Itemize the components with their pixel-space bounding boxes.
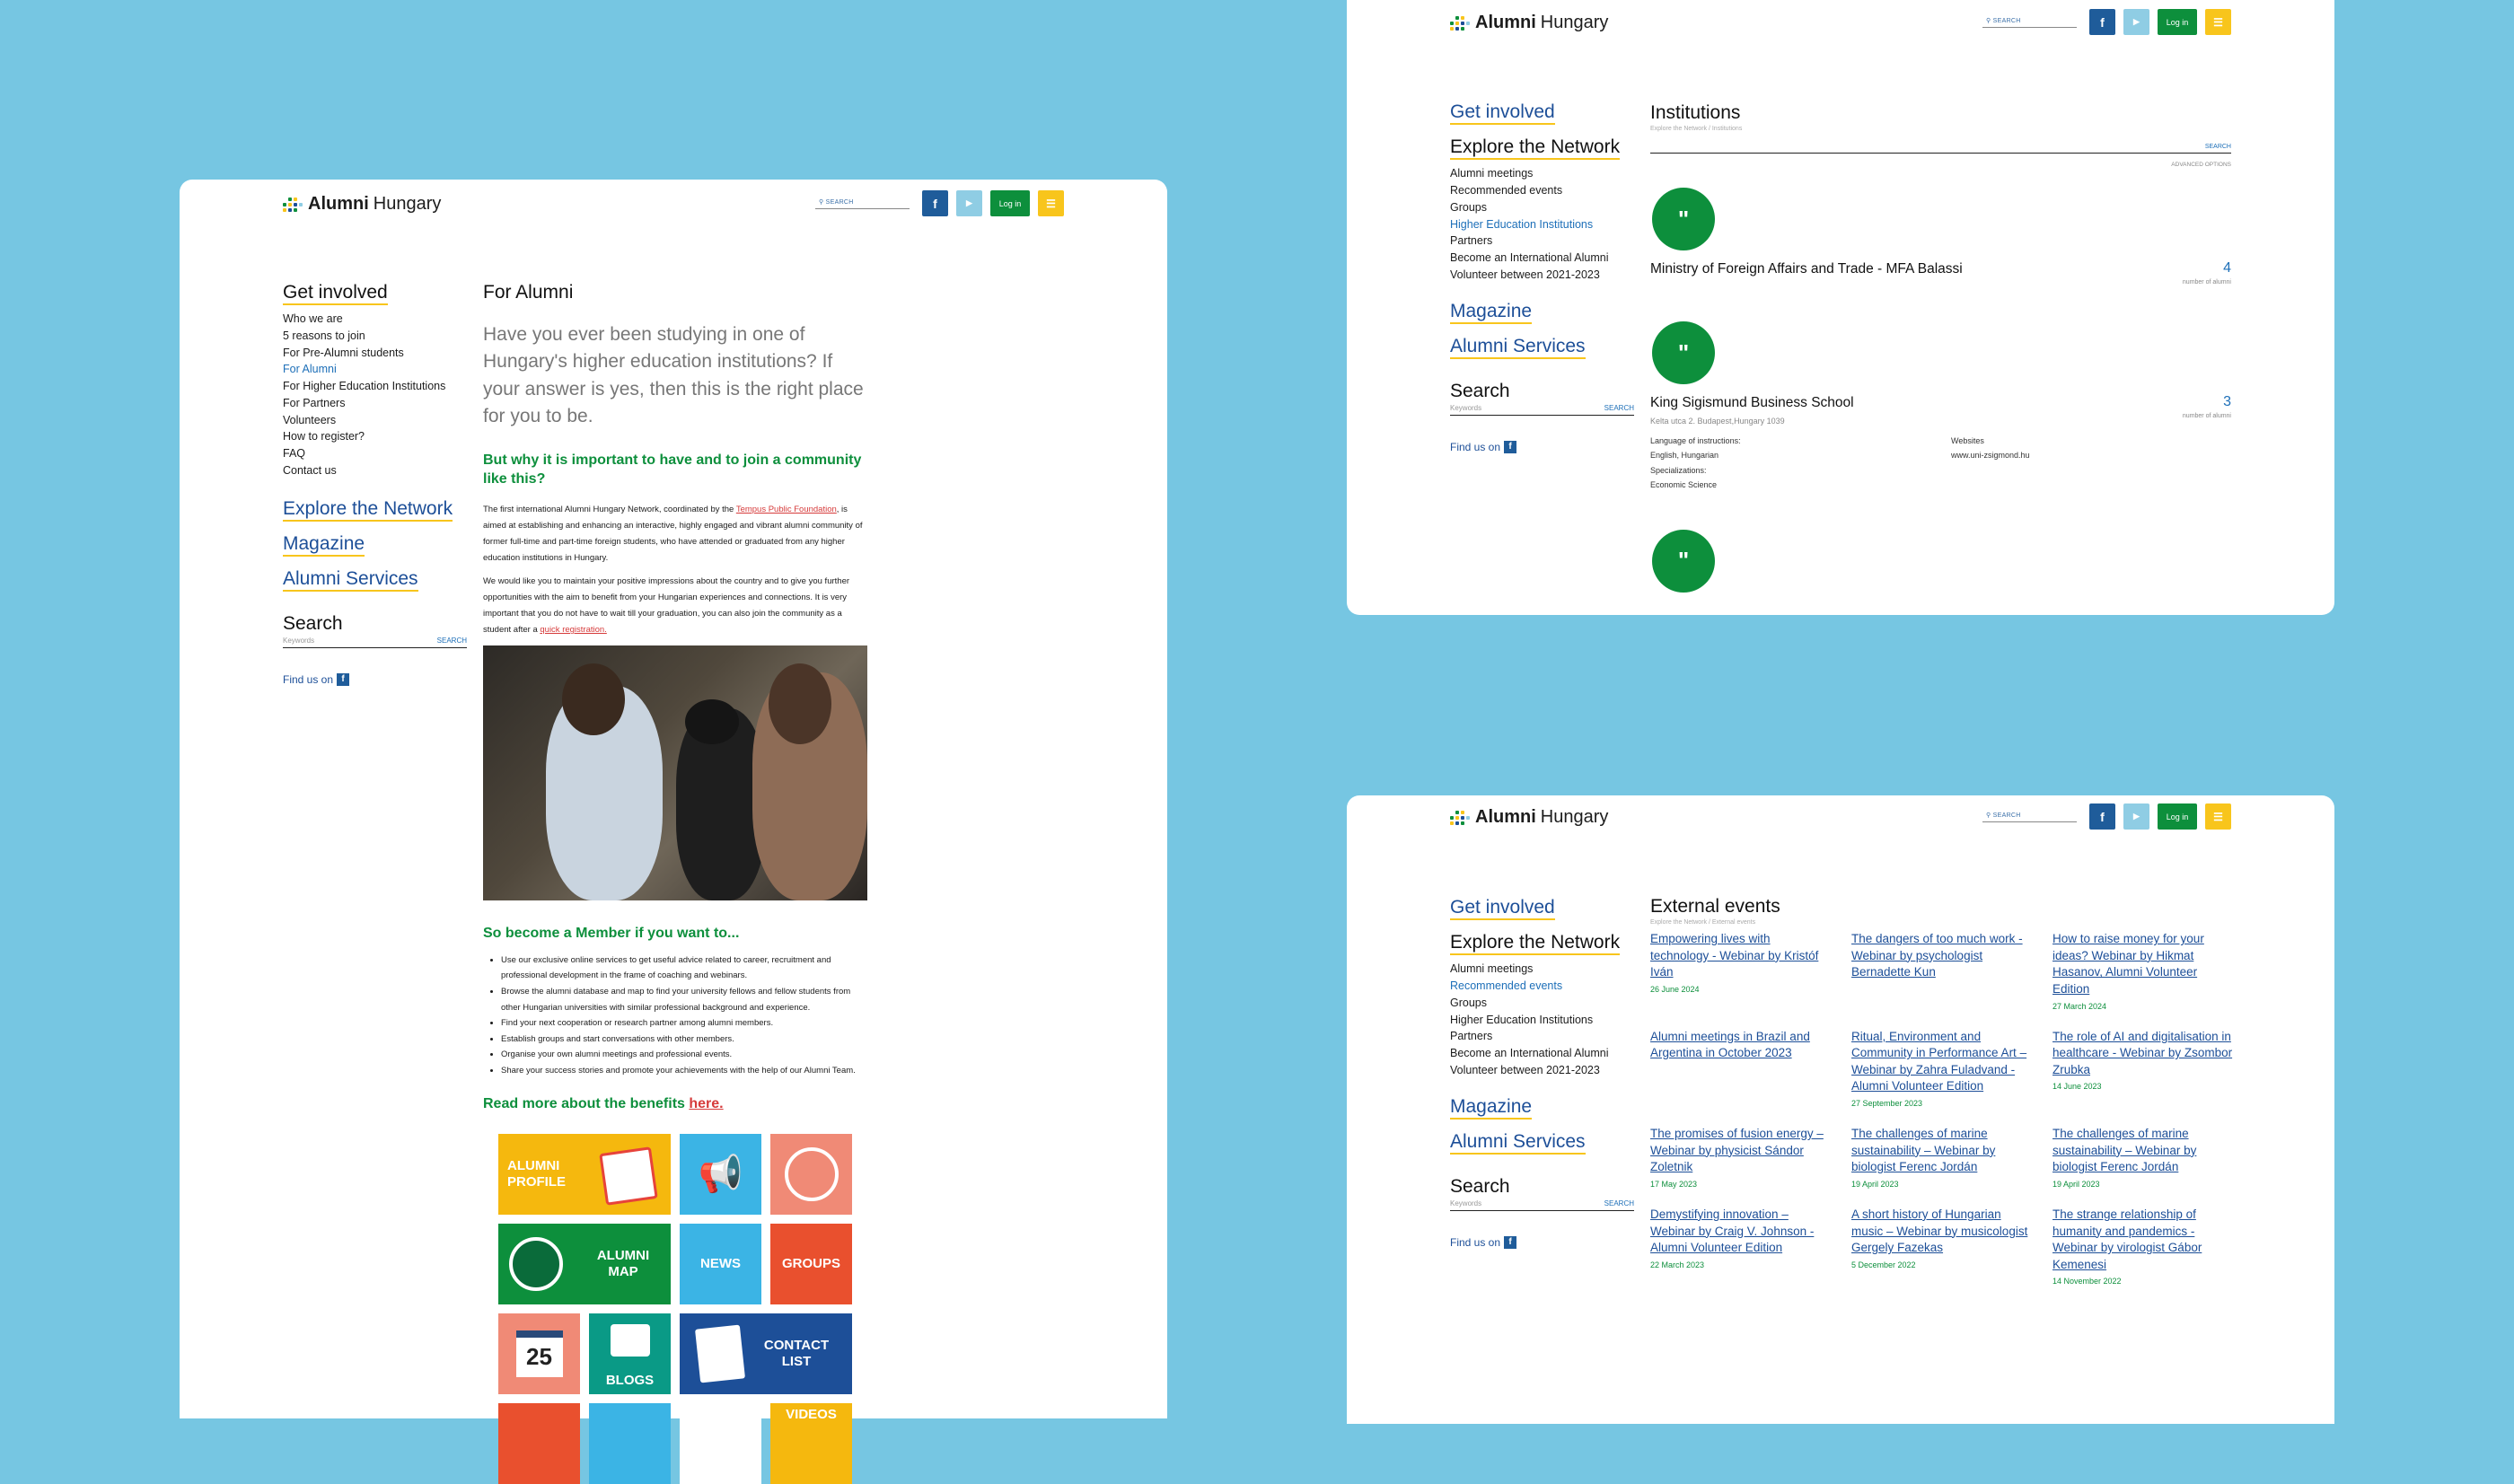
site-header (1450, 803, 2231, 830)
main-content (1650, 896, 2243, 1286)
tile-calendar[interactable] (498, 1313, 580, 1394)
event-date: 27 March 2024 (2053, 1001, 2107, 1011)
submenu-item[interactable]: Groups (1450, 200, 1487, 214)
submenu-item[interactable]: Groups (1450, 996, 1487, 1009)
event-date: 22 March 2023 (1650, 1260, 1705, 1269)
nav-explore-network[interactable]: Explore the Network (1450, 136, 1620, 160)
event-date: 19 April 2023 (1851, 1179, 1899, 1189)
page-title: External events (1650, 896, 1780, 917)
institution-item[interactable] (1650, 321, 2231, 492)
logo-dots-icon (1450, 16, 1470, 31)
event-item (1851, 1126, 2032, 1189)
benefits-line: Read more about the benefits here. (483, 1096, 724, 1112)
institution-logo-icon: " (1652, 530, 1715, 593)
site-header (283, 190, 1064, 217)
tile-blue[interactable] (589, 1403, 671, 1484)
youtube-button[interactable] (2123, 9, 2149, 35)
globe-icon (509, 1237, 563, 1291)
submenu-item[interactable]: For Higher Education Institutions (283, 380, 446, 393)
event-link[interactable]: The challenges of marine sustainability – Webinar by biologist Ferenc Jordán (1851, 1127, 1996, 1174)
facebook-button[interactable] (2089, 803, 2115, 830)
website-label: Websites (1951, 436, 1984, 446)
external-events-page (1347, 795, 2334, 1424)
submenu-item[interactable]: For Partners (283, 396, 346, 409)
sidebar-search-input[interactable]: Keywords SEARCH (1450, 1198, 1634, 1211)
facebook-icon: f (2100, 14, 2105, 30)
logo-text-light: Hungary (1540, 807, 1609, 827)
submenu-item[interactable]: Higher Education Institutions (1450, 217, 1594, 231)
facebook-icon: f (1504, 441, 1516, 453)
event-link[interactable]: How to raise money for your ideas? Webinar by Hikmat Hasanov, Alumni Volunteer Edition (2053, 932, 2204, 996)
explore-submenu (1450, 165, 1634, 283)
find-us-on-facebook[interactable]: Find us on f (1450, 1236, 1634, 1249)
explore-submenu (1450, 961, 1634, 1078)
sidebar-search-button[interactable]: SEARCH (1604, 1199, 1634, 1207)
event-date: 14 June 2023 (2053, 1082, 2102, 1092)
students-photo (483, 645, 867, 900)
event-item (2053, 931, 2233, 1011)
language-label: Language of instructions: (1650, 436, 1741, 446)
tile-alumni-profile[interactable]: ALUMNI PROFILE (498, 1134, 671, 1215)
find-us-on-facebook[interactable]: Find us on f (1450, 441, 1634, 453)
header-search-input[interactable]: ⚲ SEARCH (815, 198, 910, 209)
submenu-item[interactable]: Alumni meetings (1450, 167, 1534, 180)
advanced-options-link[interactable]: ADVANCED OPTIONS (2171, 162, 2231, 168)
event-link[interactable]: Empowering lives with technology - Webinar by Kristóf Iván (1650, 932, 1819, 979)
logo-text-bold: Alumni (1475, 13, 1536, 32)
logo-text-bold: Alumni (308, 194, 369, 214)
youtube-icon: ▶ (2133, 812, 2140, 821)
main-content (1650, 102, 2231, 603)
youtube-button[interactable] (2123, 803, 2149, 830)
find-us-on-facebook[interactable]: Find us on f (283, 673, 467, 686)
get-involved-submenu (283, 311, 467, 479)
tile-alumni-map[interactable]: ALUMNI MAP (498, 1224, 671, 1304)
specialization-label: Specializations: (1650, 465, 1707, 475)
facebook-icon: f (933, 196, 937, 211)
nav-magazine[interactable]: Magazine (1450, 1095, 1532, 1120)
submenu-item[interactable]: How to register? (283, 430, 365, 443)
submenu-item[interactable]: Become an International Alumni Volunteer between 2021-2023 (1450, 251, 1609, 281)
logo-text-light: Hungary (1540, 13, 1609, 32)
login-button[interactable]: Log in (2158, 803, 2197, 830)
event-link[interactable]: The strange relationship of humanity and pandemics - Webinar by virologist Gábor Kemenesi (2053, 1207, 2202, 1271)
nav-explore-network[interactable]: Explore the Network (1450, 931, 1620, 955)
submenu-item[interactable]: Who we are (283, 312, 343, 326)
logo-text-light: Hungary (373, 194, 442, 214)
institution-address: Kelta utca 2. Budapest,Hungary 1039 (1650, 417, 1785, 426)
facebook-icon: f (1504, 1236, 1516, 1249)
youtube-icon: ▶ (2133, 17, 2140, 26)
tile-blank (680, 1403, 761, 1484)
member-heading: So become a Member if you want to... (483, 926, 740, 942)
event-item (1650, 1207, 1831, 1286)
tile-groups[interactable]: GROUPS (770, 1224, 852, 1304)
youtube-icon: ▶ (966, 198, 972, 207)
contact-card-icon (695, 1325, 745, 1383)
benefit-item: • Establish groups and start conversations with other members. (501, 1032, 867, 1048)
login-button[interactable]: Log in (990, 190, 1030, 216)
tempus-link[interactable]: Tempus Public Foundation (735, 504, 837, 514)
chat-bubble-icon (611, 1324, 650, 1357)
facebook-icon: f (337, 673, 349, 686)
hamburger-icon: ☰ (2213, 810, 2223, 823)
menu-button[interactable] (2205, 9, 2231, 35)
sidebar-nav (1450, 101, 1634, 453)
benefits-link[interactable]: here. (689, 1096, 724, 1112)
institution-logo-icon: " (1652, 321, 1715, 384)
tile-blogs[interactable]: BLOGS (589, 1313, 671, 1394)
megaphone-icon: 📢 (698, 1155, 743, 1194)
tile-red[interactable] (498, 1403, 580, 1484)
alumni-count: 4 number of alumni (2182, 260, 2231, 285)
submenu-item[interactable]: Recommended events (1450, 184, 1563, 198)
nav-get-involved[interactable]: Get involved (1450, 896, 1555, 920)
nav-get-involved[interactable]: Get involved (283, 281, 388, 305)
sidebar-search-title: Search (283, 613, 343, 635)
search-icon: ⚲ (1986, 812, 1993, 819)
logo-dots-icon (283, 198, 303, 212)
event-link[interactable]: The role of AI and digitalisation in healthcare - Webinar by Zsombor Zrubka (2053, 1029, 2233, 1076)
submenu-item[interactable]: Partners (1450, 234, 1493, 248)
calendar-icon: 25 (516, 1330, 563, 1377)
event-item (1851, 931, 2032, 1011)
main-content (483, 282, 867, 1484)
nav-alumni-services[interactable]: Alumni Services (1450, 1130, 1586, 1155)
benefit-item: • Share your success stories and promote your achievements with the help of our Alumni Team. (501, 1063, 867, 1079)
search-icon: ⚲ (1986, 17, 1993, 24)
event-item (2053, 1029, 2233, 1109)
event-link[interactable]: The challenges of marine sustainability – Webinar by biologist Ferenc Jordán (2053, 1127, 2197, 1174)
why-heading: But why it is important to have and to join a community like this? (483, 452, 862, 487)
site-header (1450, 9, 2231, 36)
nav-explore-network[interactable]: Explore the Network (283, 497, 453, 522)
benefit-item: • Find your next cooperation or research partner among alumni members. (501, 1015, 867, 1032)
benefit-item: • Organise your own alumni meetings and professional events. (501, 1047, 867, 1063)
event-link[interactable]: The dangers of too much work - Webinar by psychologist Bernadette Kun (1851, 932, 2023, 979)
page-title: For Alumni (483, 282, 574, 303)
nav-magazine[interactable]: Magazine (283, 532, 365, 557)
submenu-item[interactable]: Higher Education Institutions (1450, 1013, 1594, 1026)
logo-text-bold: Alumni (1475, 807, 1536, 827)
menu-button[interactable] (1038, 190, 1064, 216)
submenu-item[interactable]: For Alumni (283, 363, 337, 376)
event-date: 17 May 2023 (1650, 1179, 1698, 1189)
submenu-item[interactable]: Partners (1450, 1030, 1493, 1043)
intro-paragraph-1: The first international Alumni Hungary Network, coordinated by the Tempus Public Foundation, is aimed at establishing and enhancing an interactive, highly engaged and vibrant alumni community of former full-time and part-time foreign students, who have attended or graduated from any higher education institutions in Hungary. (483, 504, 863, 564)
event-item (2053, 1207, 2233, 1286)
service-tiles (498, 1134, 867, 1484)
institution-name[interactable]: King Sigismund Business School (1650, 395, 1854, 410)
event-link[interactable]: Ritual, Environment and Community in Performance Art – Webinar by Zahra Fuladvand - Alumni Volunteer Edition (1851, 1029, 2027, 1093)
search-icon: ⚲ (819, 198, 826, 206)
event-date: 5 December 2022 (1851, 1260, 1916, 1269)
profile-card-icon (599, 1146, 658, 1206)
header-search-input[interactable]: ⚲ SEARCH (1982, 812, 2077, 822)
submenu-item[interactable]: Become an International Alumni Volunteer between 2021-2023 (1450, 1047, 1609, 1076)
tile-news[interactable]: NEWS (680, 1224, 761, 1304)
alumni-hungary-logo[interactable] (1450, 807, 1608, 828)
intro-text: Have you ever been studying in one of Hungary's higher education institutions? If your answer is yes, then this is the right place for you to be. (483, 324, 864, 427)
submenu-item[interactable]: 5 reasons to join (283, 329, 365, 342)
facebook-button[interactable] (2089, 9, 2115, 35)
nav-alumni-services[interactable]: Alumni Services (283, 567, 418, 592)
submenu-item[interactable]: Alumni meetings (1450, 962, 1534, 976)
nav-alumni-services[interactable]: Alumni Services (1450, 335, 1586, 359)
benefit-list (483, 953, 867, 1079)
institution-item[interactable] (1650, 188, 2231, 285)
event-item (1851, 1207, 2032, 1286)
for-alumni-page (180, 180, 1167, 1422)
submenu-item[interactable]: Recommended events (1450, 979, 1563, 993)
login-button[interactable]: Log in (2158, 9, 2197, 35)
sidebar-search-input[interactable]: Keywords SEARCH (1450, 402, 1634, 416)
sidebar-nav (1450, 896, 1634, 1249)
website-value[interactable]: www.uni-zsigmond.hu (1951, 451, 2030, 461)
benefit-item: • Browse the alumni database and map to find your university fellows and fellow students from other Hungarian universities with similar professional background and experience. (501, 984, 867, 1015)
submenu-item[interactable]: Volunteers (283, 413, 337, 426)
breadcrumb: Explore the Network / Institutions (1650, 126, 1743, 132)
institution-logo-icon: " (1652, 188, 1715, 250)
tile-videos[interactable]: VIDEOS (770, 1403, 852, 1484)
benefit-item: • Use our exclusive online services to get useful advice related to career, recruitment and professional development in the frame of coaching and webinars. (501, 953, 867, 984)
event-item (1650, 1126, 1831, 1189)
submenu-item[interactable]: FAQ (283, 447, 306, 461)
specialization-value: Economic Science (1650, 479, 1718, 489)
event-item (1851, 1029, 2032, 1109)
sidebar-search-button[interactable]: SEARCH (436, 637, 467, 645)
logo-dots-icon (1450, 811, 1470, 825)
nav-magazine[interactable]: Magazine (1450, 300, 1532, 324)
event-date: 27 September 2023 (1851, 1099, 1923, 1108)
menu-button[interactable] (2205, 803, 2231, 830)
event-date: 14 November 2022 (2053, 1277, 2122, 1286)
event-link[interactable]: A short history of Hungarian music – Webinar by musicologist Gergely Fazekas (1851, 1207, 2028, 1255)
alumni-hungary-logo[interactable] (1450, 13, 1608, 33)
language-value: English, Hungarian (1650, 451, 1719, 461)
event-link[interactable]: Alumni meetings in Brazil and Argentina in October 2023 (1650, 1029, 1810, 1060)
alumni-count: 3 number of alumni (2182, 394, 2231, 419)
tile-megaphone[interactable] (680, 1134, 761, 1215)
institutions-page (1347, 0, 2334, 615)
events-grid (1650, 931, 2243, 1286)
sidebar-search-input[interactable]: Keywords SEARCH (283, 635, 467, 648)
intro-paragraph-2: We would like you to maintain your positive impressions about the country and to give you further opportunities with the aim to benefit from your Hungarian experiences and connections. It is very important that you do not have to wait till your graduation, you can also join the community as a student after a quick registration. (483, 576, 850, 636)
nav-get-involved[interactable]: Get involved (1450, 101, 1555, 125)
hamburger-icon: ☰ (2213, 15, 2223, 29)
event-item (2053, 1126, 2233, 1189)
hamburger-icon: ☰ (1046, 197, 1056, 210)
facebook-button[interactable] (922, 190, 948, 216)
event-link[interactable]: The promises of fusion energy – Webinar by physicist Sándor Zoletnik (1650, 1127, 1824, 1174)
tile-contact-list[interactable]: CONTACT LIST (680, 1313, 852, 1394)
institution-search-button[interactable]: SEARCH (2204, 144, 2231, 150)
page-title: Institutions (1650, 102, 1741, 123)
quick-registration-link[interactable]: quick registration. (540, 625, 607, 636)
youtube-button[interactable] (956, 190, 982, 216)
alumni-hungary-logo[interactable] (283, 194, 441, 215)
tile-people[interactable] (770, 1134, 852, 1215)
facebook-icon: f (2100, 809, 2105, 824)
people-icon (785, 1147, 839, 1201)
event-item (1650, 1029, 1831, 1109)
submenu-item[interactable]: Contact us (283, 463, 337, 477)
event-link[interactable]: Demystifying innovation – Webinar by Craig V. Johnson - Alumni Volunteer Edition (1650, 1207, 1815, 1255)
sidebar-search-button[interactable]: SEARCH (1604, 404, 1634, 412)
event-date: 26 June 2024 (1650, 984, 1700, 994)
event-date: 19 April 2023 (2053, 1179, 2100, 1189)
submenu-item[interactable]: For Pre-Alumni students (283, 346, 404, 359)
sidebar-search-title: Search (1450, 381, 1510, 401)
sidebar-search-title: Search (1450, 1176, 1510, 1197)
institution-name[interactable]: Ministry of Foreign Affairs and Trade - MFA Balassi (1650, 261, 1963, 277)
sidebar-nav (283, 281, 467, 686)
header-search-input[interactable]: ⚲ SEARCH (1982, 17, 2077, 28)
event-item (1650, 931, 1831, 1011)
breadcrumb: Explore the Network / External events (1650, 919, 1756, 926)
